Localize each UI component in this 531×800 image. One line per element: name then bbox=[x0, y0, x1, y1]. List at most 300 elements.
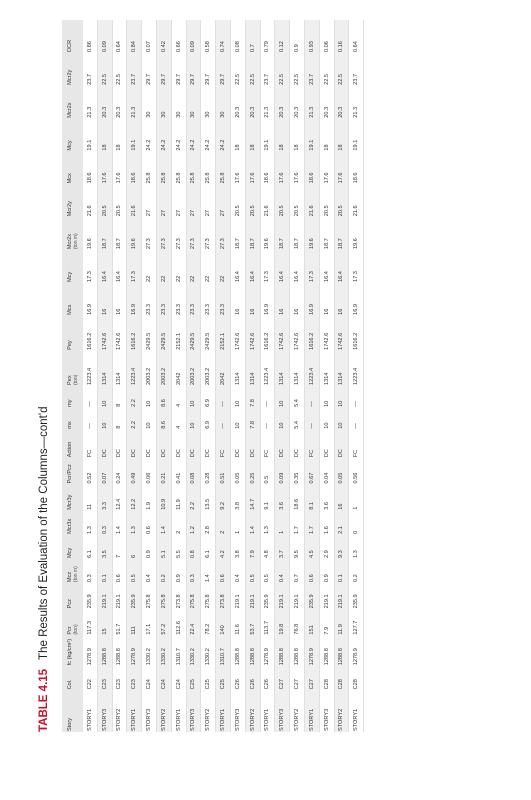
header-row bbox=[62, 20, 73, 732]
table-cell: 0.8 bbox=[186, 535, 201, 559]
table-cell: STORY2 bbox=[334, 690, 349, 732]
table-cell: 23.3 bbox=[201, 283, 216, 316]
table-cell: 1616.2 bbox=[260, 316, 275, 351]
table-cell: STORY3 bbox=[142, 690, 157, 732]
table-cell: 16.4 bbox=[112, 250, 127, 283]
table-cell: 30 bbox=[171, 86, 186, 119]
table-cell: C27 bbox=[275, 666, 290, 690]
table-cell: 275.8 bbox=[156, 583, 171, 609]
table-cell: 22.5 bbox=[275, 53, 290, 86]
table-cell: 1223.4 bbox=[83, 351, 97, 386]
table-row bbox=[156, 20, 171, 732]
table-cell: 273.8 bbox=[216, 583, 231, 609]
table-cell: 0.6 bbox=[216, 559, 231, 583]
table-cell: 18.6 bbox=[349, 152, 364, 185]
table-cell: 1 bbox=[275, 511, 290, 535]
column-header: mx bbox=[62, 408, 73, 430]
column-header: fc (kg/cm²) bbox=[62, 636, 73, 667]
table-cell: 219.1 bbox=[230, 583, 245, 609]
table-cell: 16 bbox=[334, 283, 349, 316]
table-cell: 10 bbox=[142, 386, 157, 408]
table-cell: 1223.4 bbox=[260, 351, 275, 386]
table-cell: DC bbox=[275, 430, 290, 458]
table-cell: 18.7 bbox=[245, 217, 260, 250]
table-cell: 27 bbox=[142, 184, 157, 217]
table-cell: 1330.2 bbox=[186, 636, 201, 667]
table-row bbox=[304, 20, 319, 732]
table-cell: 22.5 bbox=[245, 53, 260, 86]
table-cell: 1288.8 bbox=[245, 636, 260, 667]
table-cell: DC bbox=[97, 430, 112, 458]
table-cell: 2003.2 bbox=[156, 351, 171, 386]
table-cell: 0.4 bbox=[275, 559, 290, 583]
table-cell: 1742.6 bbox=[97, 316, 112, 351]
table-cell: 1288.8 bbox=[112, 636, 127, 667]
table-cell: 18 bbox=[245, 119, 260, 152]
table-cell: 1616.2 bbox=[83, 316, 97, 351]
table-cell: 1314 bbox=[334, 351, 349, 386]
table-cell: 10.9 bbox=[156, 485, 171, 511]
table-cell: 140 bbox=[216, 609, 231, 635]
table-cell: 27 bbox=[156, 184, 171, 217]
table-cell: 18.6 bbox=[127, 152, 142, 185]
table-cell: 10 bbox=[97, 408, 112, 430]
table-cell: 20.5 bbox=[290, 184, 305, 217]
table-cell: 20.5 bbox=[112, 184, 127, 217]
table-cell: 16.9 bbox=[304, 283, 319, 316]
table-cell: 10 bbox=[142, 408, 157, 430]
table-cell: 0.51 bbox=[216, 458, 231, 484]
column-header: Pey bbox=[62, 316, 73, 351]
table-cell: 1.3 bbox=[83, 511, 97, 535]
table-cell: 275.8 bbox=[142, 583, 157, 609]
table-cell: DC bbox=[334, 430, 349, 458]
table-cell: 275.8 bbox=[186, 583, 201, 609]
table-cell: 4.2 bbox=[216, 535, 231, 559]
table-cell: 6.1 bbox=[201, 535, 216, 559]
table-cell: 22.5 bbox=[334, 53, 349, 86]
table-cell: 8.6 bbox=[156, 408, 171, 430]
table-cell: 30 bbox=[201, 86, 216, 119]
table-row bbox=[171, 20, 186, 732]
table-cell: 1616.2 bbox=[127, 316, 142, 351]
table-cell: 9.2 bbox=[216, 485, 231, 511]
table-cell: STORY2 bbox=[201, 690, 216, 732]
table-cell: 6.9 bbox=[201, 386, 216, 408]
table-cell: 16.9 bbox=[349, 283, 364, 316]
table-cell: 23.7 bbox=[83, 53, 97, 86]
table-cell: 25.8 bbox=[186, 152, 201, 185]
table-cell: 2.9 bbox=[319, 535, 334, 559]
table-cell: 2.2 bbox=[127, 386, 142, 408]
table-cell: 27 bbox=[216, 184, 231, 217]
table-cell: 6.9 bbox=[201, 408, 216, 430]
table-cell: 0.16 bbox=[334, 20, 349, 53]
table-cell: 2 bbox=[171, 511, 186, 535]
table-cell: DC bbox=[186, 430, 201, 458]
table-cell: 0 bbox=[349, 511, 364, 535]
table-cell: 3.3 bbox=[97, 485, 112, 511]
column-header: Pcr bbox=[62, 609, 73, 635]
table-cell: 29.7 bbox=[216, 53, 231, 86]
table-cell: 0.84 bbox=[127, 20, 142, 53]
table-cell: 18.7 bbox=[275, 217, 290, 250]
table-cell: 3.6 bbox=[319, 485, 334, 511]
table-cell: 21.3 bbox=[127, 86, 142, 119]
table-cell: 22 bbox=[171, 250, 186, 283]
table-cell: 0.4 bbox=[142, 559, 157, 583]
table-cell: 1223.4 bbox=[127, 351, 142, 386]
table-cell: STORY2 bbox=[156, 690, 171, 732]
table-cell: 11.9 bbox=[334, 609, 349, 635]
table-cell: 1.6 bbox=[319, 511, 334, 535]
table-cell: 22.4 bbox=[186, 609, 201, 635]
table-cell: 16 bbox=[334, 485, 349, 511]
table-cell: 1223.4 bbox=[304, 351, 319, 386]
table-cell: 22.5 bbox=[97, 53, 112, 86]
table-cell: 0.25 bbox=[245, 458, 260, 484]
unit-moment-2: (ton m) bbox=[73, 184, 83, 250]
table-cell: 18 bbox=[319, 119, 334, 152]
table-cell: C25 bbox=[201, 666, 216, 690]
table-cell: 1.2 bbox=[186, 511, 201, 535]
table-cell: 18.6 bbox=[290, 485, 305, 511]
table-cell: 22.5 bbox=[319, 53, 334, 86]
table-cell: 20.3 bbox=[112, 86, 127, 119]
table-cell: 22 bbox=[186, 250, 201, 283]
table-cell: STORY1 bbox=[216, 690, 231, 732]
table-cell: 2152.1 bbox=[216, 316, 231, 351]
table-cell: 9.5 bbox=[290, 535, 305, 559]
table-cell: 0.9 bbox=[319, 559, 334, 583]
table-cell: — bbox=[304, 386, 319, 408]
table-cell: 0.7 bbox=[290, 559, 305, 583]
table-cell: FC bbox=[349, 430, 364, 458]
table-cell: 1314 bbox=[230, 351, 245, 386]
table-cell: 0.21 bbox=[156, 458, 171, 484]
column-header: Mcy bbox=[62, 535, 73, 559]
table-cell: 22 bbox=[156, 250, 171, 283]
table-row bbox=[97, 20, 112, 732]
table-cell: 19.6 bbox=[304, 217, 319, 250]
table-cell: 22 bbox=[216, 250, 231, 283]
table-cell: 1288.8 bbox=[334, 636, 349, 667]
table-cell: 0.2 bbox=[349, 559, 364, 583]
column-header: Mcr3y bbox=[62, 485, 73, 511]
table-row bbox=[186, 20, 201, 732]
table-cell: C23 bbox=[127, 666, 142, 690]
table-cell: DC bbox=[127, 430, 142, 458]
table-cell: 0.3 bbox=[186, 559, 201, 583]
table-cell: STORY2 bbox=[290, 690, 305, 732]
table-cell: 4.5 bbox=[304, 535, 319, 559]
table-cell: 17.3 bbox=[304, 250, 319, 283]
column-header: DCR bbox=[62, 20, 73, 53]
table-cell: 1288.8 bbox=[275, 636, 290, 667]
table-cell: 23.7 bbox=[304, 53, 319, 86]
table-cell: C23 bbox=[112, 666, 127, 690]
table-cell: 1.4 bbox=[112, 511, 127, 535]
unit-force: (ton) bbox=[73, 583, 83, 636]
table-cell: 21.3 bbox=[260, 86, 275, 119]
table-cell: 18 bbox=[290, 119, 305, 152]
column-header: Pcz bbox=[62, 583, 73, 609]
table-cell: 21.3 bbox=[83, 86, 97, 119]
table-cell: 23.7 bbox=[127, 53, 142, 86]
table-cell: 23.3 bbox=[142, 283, 157, 316]
table-cell: 24.2 bbox=[142, 119, 157, 152]
table-cell: — bbox=[216, 408, 231, 430]
table-cell: 25.8 bbox=[216, 152, 231, 185]
table-cell: 27.3 bbox=[171, 217, 186, 250]
table-cell: 2003.2 bbox=[142, 351, 157, 386]
table-cell: 0.06 bbox=[319, 20, 334, 53]
table-cell: 16.4 bbox=[245, 250, 260, 283]
units-row bbox=[73, 20, 83, 732]
table-cell: 5.4 bbox=[290, 408, 305, 430]
table-cell: 8 bbox=[112, 408, 127, 430]
table-cell: C26 bbox=[260, 666, 275, 690]
table-cell: 0.35 bbox=[290, 458, 305, 484]
table-cell: 16 bbox=[319, 283, 334, 316]
table-row bbox=[142, 20, 157, 732]
table-cell: 1314 bbox=[97, 351, 112, 386]
table-cell: 20.5 bbox=[275, 184, 290, 217]
table-cell: 0.64 bbox=[112, 20, 127, 53]
table-cell: STORY1 bbox=[127, 690, 142, 732]
column-header: Mcy bbox=[62, 250, 73, 283]
table-cell: 27 bbox=[201, 184, 216, 217]
table-cell: 1742.6 bbox=[290, 316, 305, 351]
table-row bbox=[245, 20, 260, 732]
table-row bbox=[127, 20, 142, 732]
table-cell: FC bbox=[304, 430, 319, 458]
table-cell: 21.6 bbox=[260, 184, 275, 217]
table-cell: C28 bbox=[334, 666, 349, 690]
table-cell: 22.5 bbox=[112, 53, 127, 86]
table-cell: 2 bbox=[216, 511, 231, 535]
table-cell: 29.7 bbox=[156, 53, 171, 86]
table-cell: 17.6 bbox=[334, 152, 349, 185]
table-cell: — bbox=[260, 408, 275, 430]
table-cell: 275.8 bbox=[201, 583, 216, 609]
table-cell: 0.56 bbox=[349, 458, 364, 484]
table-cell: 10 bbox=[186, 386, 201, 408]
table-cell: 0.09 bbox=[186, 20, 201, 53]
table-cell: STORY3 bbox=[275, 690, 290, 732]
table-cell: 30 bbox=[216, 86, 231, 119]
column-header: Mcr2x bbox=[62, 86, 73, 119]
table-cell: STORY2 bbox=[245, 690, 260, 732]
table-cell: 4.8 bbox=[260, 535, 275, 559]
table-cell: 15 bbox=[97, 609, 112, 635]
table-cell: 18 bbox=[112, 119, 127, 152]
table-cell: — bbox=[260, 386, 275, 408]
table-cell: 25.8 bbox=[201, 152, 216, 185]
table-cell: 0.66 bbox=[171, 20, 186, 53]
table-cell: 20.3 bbox=[230, 86, 245, 119]
column-header: Pcr/Pcz bbox=[62, 458, 73, 484]
table-cell: 17.6 bbox=[290, 152, 305, 185]
column-header: Story bbox=[62, 690, 73, 732]
table-cell: 1616.2 bbox=[349, 316, 364, 351]
table-cell: 1288.8 bbox=[230, 636, 245, 667]
table-cell: 17.3 bbox=[83, 250, 97, 283]
table-cell: 0.09 bbox=[97, 20, 112, 53]
table-cell: 20.5 bbox=[334, 184, 349, 217]
table-cell: STORY3 bbox=[186, 690, 201, 732]
table-cell: 27.3 bbox=[201, 217, 216, 250]
table-cell: 1742.6 bbox=[319, 316, 334, 351]
table-cell: 7.8 bbox=[245, 386, 260, 408]
table-cell: 0.5 bbox=[127, 559, 142, 583]
table-cell: 20.3 bbox=[334, 86, 349, 119]
table-cell: 24.2 bbox=[201, 119, 216, 152]
table-cell: 19.1 bbox=[349, 119, 364, 152]
table-cell: 18.6 bbox=[83, 152, 97, 185]
table-cell: 0.79 bbox=[260, 20, 275, 53]
table-cell: 0.1 bbox=[334, 559, 349, 583]
table-cell: DC bbox=[156, 430, 171, 458]
table-cell: 1310.7 bbox=[216, 636, 231, 667]
table-cell: 19.6 bbox=[83, 217, 97, 250]
table-cell: 1616.2 bbox=[304, 316, 319, 351]
table-cell: 25.8 bbox=[142, 152, 157, 185]
column-header: Mcr2y bbox=[62, 53, 73, 86]
table-cell: 1278.9 bbox=[304, 636, 319, 667]
table-cell: 3.6 bbox=[275, 485, 290, 511]
table-cell: 23.7 bbox=[260, 53, 275, 86]
table-cell: 10 bbox=[275, 408, 290, 430]
table-cell: 1310.7 bbox=[171, 636, 186, 667]
table-cell: 7.9 bbox=[245, 535, 260, 559]
table-cell: 25.8 bbox=[156, 152, 171, 185]
table-cell: 1330.2 bbox=[201, 636, 216, 667]
table-cell: 6.1 bbox=[83, 535, 97, 559]
table-cell: 0.07 bbox=[97, 458, 112, 484]
table-cell: 1330.2 bbox=[156, 636, 171, 667]
table-cell: 2429.5 bbox=[201, 316, 216, 351]
table-cell: 1742.6 bbox=[334, 316, 349, 351]
column-header: Mcr2y bbox=[62, 184, 73, 217]
table-cell: C28 bbox=[319, 666, 334, 690]
table-cell: 2003.2 bbox=[186, 351, 201, 386]
table-cell: 1278.9 bbox=[83, 636, 97, 667]
table-cell: DC bbox=[230, 430, 245, 458]
table-cell: 10 bbox=[230, 408, 245, 430]
table-cell: 21.3 bbox=[349, 86, 364, 119]
table-cell: 18 bbox=[334, 119, 349, 152]
unit-moment: (ton m) bbox=[73, 485, 83, 584]
table-cell: 76.8 bbox=[290, 609, 305, 635]
table-cell: 23.3 bbox=[216, 283, 231, 316]
table-cell: 1314 bbox=[290, 351, 305, 386]
table-cell: 7 bbox=[112, 535, 127, 559]
table-cell: 7.9 bbox=[319, 609, 334, 635]
table-cell: 16 bbox=[230, 283, 245, 316]
table-cell: 13.5 bbox=[201, 485, 216, 511]
table-title: The Results of Evaluation of the Columns—cont'd bbox=[38, 406, 50, 660]
table-cell: STORY1 bbox=[304, 690, 319, 732]
table-cell: 113.7 bbox=[260, 609, 275, 635]
table-cell: STORY3 bbox=[319, 690, 334, 732]
table-cell: 3.5 bbox=[97, 535, 112, 559]
table-number: TABLE 4.15 bbox=[38, 668, 50, 732]
table-body bbox=[83, 20, 364, 732]
table-cell: 1288.8 bbox=[290, 636, 305, 667]
table-cell: 1314 bbox=[319, 351, 334, 386]
table-cell: 0.05 bbox=[230, 458, 245, 484]
table-cell: 2003.2 bbox=[201, 351, 216, 386]
table-cell: 18.7 bbox=[97, 217, 112, 250]
table-cell: 18 bbox=[275, 119, 290, 152]
table-cell: 0.24 bbox=[112, 458, 127, 484]
table-cell: 17.1 bbox=[142, 609, 157, 635]
table-cell: 19.1 bbox=[127, 119, 142, 152]
table-cell: 11.6 bbox=[230, 609, 245, 635]
table-cell: 0.64 bbox=[349, 20, 364, 53]
table-cell: 0.52 bbox=[83, 458, 97, 484]
column-header: my bbox=[62, 386, 73, 408]
table-cell: 19.6 bbox=[349, 217, 364, 250]
table-cell: 16 bbox=[112, 283, 127, 316]
table-caption bbox=[38, 407, 50, 732]
table-cell: STORY3 bbox=[230, 690, 245, 732]
table-cell: C22 bbox=[83, 666, 97, 690]
table-cell: 2429.5 bbox=[186, 316, 201, 351]
table-cell: 8.6 bbox=[156, 386, 171, 408]
table-cell: 0.49 bbox=[127, 458, 142, 484]
table-cell: 10 bbox=[275, 386, 290, 408]
table-cell: 0.06 bbox=[142, 458, 157, 484]
table-cell: FC bbox=[260, 430, 275, 458]
table-row bbox=[230, 20, 245, 732]
table-cell: 20.3 bbox=[319, 86, 334, 119]
table-cell: 19.6 bbox=[260, 217, 275, 250]
table-cell: 0.7 bbox=[245, 20, 260, 53]
table-cell: 17.6 bbox=[319, 152, 334, 185]
table-cell: 24.2 bbox=[186, 119, 201, 152]
table-cell: STORY1 bbox=[83, 690, 97, 732]
table-cell: 10 bbox=[186, 408, 201, 430]
table-cell: 17.3 bbox=[127, 250, 142, 283]
table-cell: 16.9 bbox=[127, 283, 142, 316]
table-cell: 10 bbox=[319, 408, 334, 430]
table-cell: 11.9 bbox=[171, 485, 186, 511]
table-cell: 2.2 bbox=[186, 485, 201, 511]
table-cell: 29.7 bbox=[201, 53, 216, 86]
table-cell: 0.9 bbox=[142, 535, 157, 559]
table-cell: DC bbox=[319, 430, 334, 458]
table-cell: 1.3 bbox=[127, 511, 142, 535]
table-cell: STORY1 bbox=[260, 690, 275, 732]
table-row bbox=[201, 20, 216, 732]
table-cell: 219.1 bbox=[97, 583, 112, 609]
table-cell: 22.5 bbox=[230, 53, 245, 86]
table-cell: 20.3 bbox=[290, 86, 305, 119]
table-cell: 22 bbox=[142, 250, 157, 283]
table-cell: 78.2 bbox=[201, 609, 216, 635]
table-cell: 1742.6 bbox=[230, 316, 245, 351]
table-cell: 235.9 bbox=[349, 583, 364, 609]
table-cell: 27.3 bbox=[142, 217, 157, 250]
table-cell: 23.3 bbox=[171, 283, 186, 316]
table-cell: — bbox=[216, 386, 231, 408]
table-cell: 7.8 bbox=[245, 408, 260, 430]
table-cell: C26 bbox=[245, 666, 260, 690]
table-cell: 219.1 bbox=[112, 583, 127, 609]
table-cell: 1.7 bbox=[290, 511, 305, 535]
